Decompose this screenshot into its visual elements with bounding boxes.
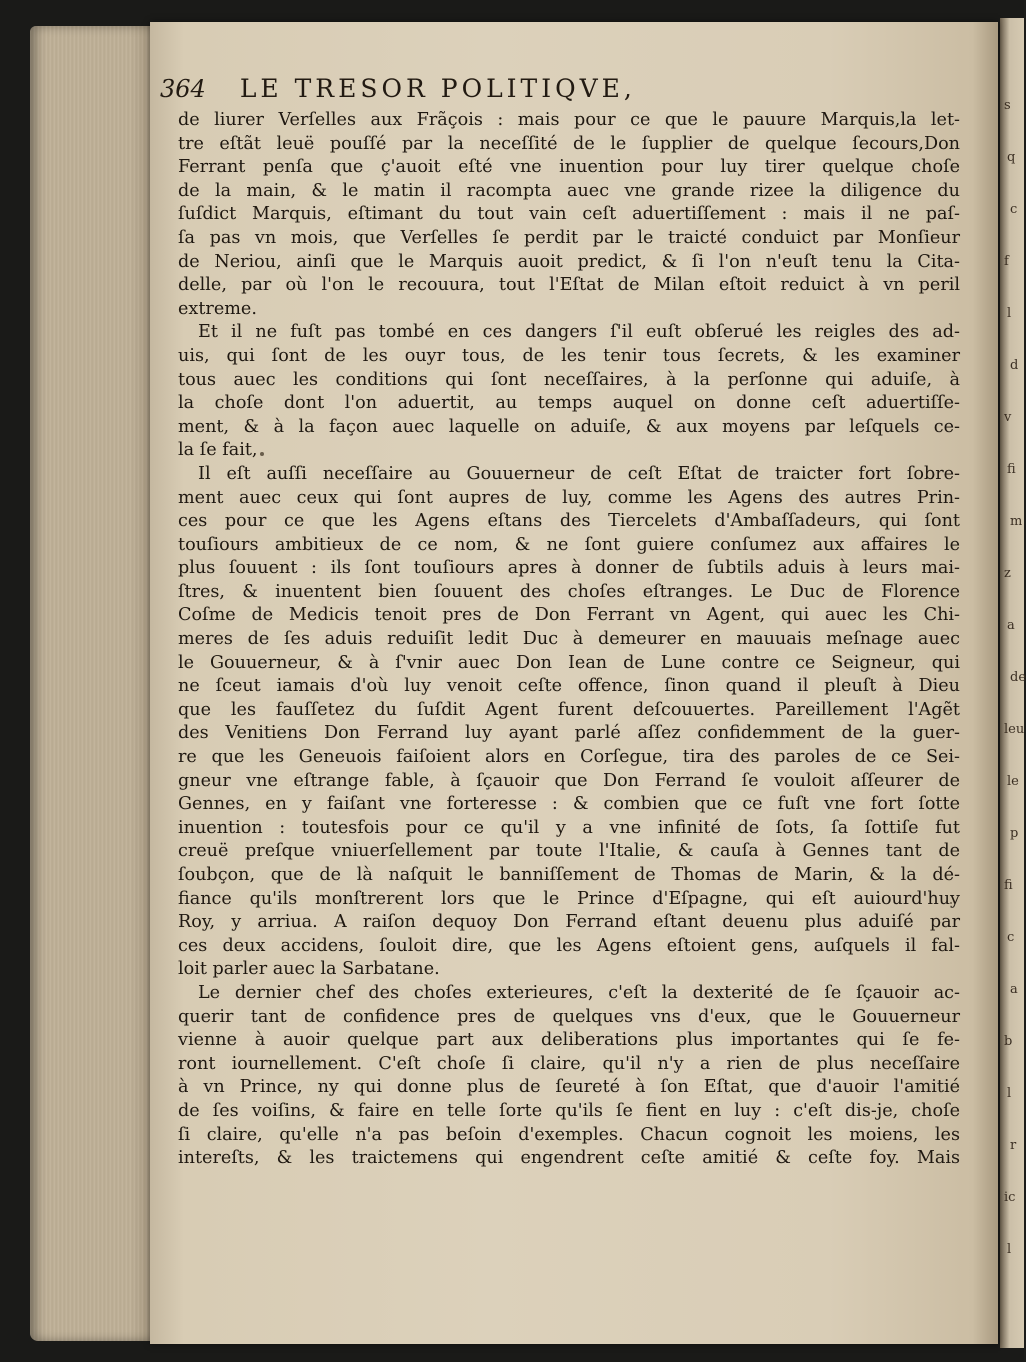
body-text (178, 109, 960, 1171)
facing-page-glyph: de (1010, 670, 1026, 685)
text-line: touſiours ambitieux de ce nom, & ne ſont guiere conſumez aux affaires le (178, 534, 960, 555)
text-line: des Venitiens Don Ferrand luy ayant parlé aſſez confidemment de la guer- (178, 723, 960, 744)
text-line: ſoubçon, que de là naſquit le banniſſement de Thomas de Marin, & la dé- (178, 865, 960, 885)
text-line: gneur vne eſtrange fable, à ſçauoir que Don Ferrand ſe vouloit aſſeurer de (178, 770, 960, 791)
text-line: fiance qu'ils monſtrerent lors que le Prince d'Eſpagne, qui eſt auiourd'huy (178, 888, 960, 909)
text-line: ront iournellement. C'eſt choſe ſi claire, qu'il n'y a rien de plus neceſſaire (178, 1053, 960, 1074)
facing-page-glyph: c (1007, 930, 1015, 945)
facing-page-glyph: a (1010, 982, 1018, 997)
facing-page-glyph: d (1010, 358, 1019, 373)
text-line: loit parler auec la Sarbatane. (178, 959, 440, 980)
text-line: delle, par où l'on le recouura, tout l'Eſtat de Milan eſtoit reduict à vn peril (178, 275, 960, 296)
text-line: querir tant de confidence pres de quelques vns d'eux, que le Gouuerneur (178, 1006, 960, 1027)
page-number: 364 (160, 75, 206, 103)
facing-page-glyph: z (1004, 566, 1011, 581)
text-line: ſi claire, qu'elle n'a pas beſoin d'exemples. Chacun cognoit les moiens, les (178, 1124, 960, 1145)
facing-page-glyph: ic (1004, 1190, 1016, 1205)
facing-page-glyph: q (1007, 150, 1016, 165)
text-line: tous auec les conditions qui ſont neceſſaires, à la perſonne qui aduiſe, à (178, 369, 960, 390)
text-line: la choſe dont l'on aduertit, au temps auquel on donne ceſt aduertiſſe- (178, 393, 960, 414)
facing-page-glyph: l (1007, 1242, 1012, 1257)
running-title: LE TRESOR POLITIQVE, (239, 74, 636, 103)
text-line: uis, qui ſont de les ouyr tous, de les tenir tous ſecrets, & les examiner (178, 345, 960, 366)
text-line: ne ſceut iamais d'où luy venoit ceſte offence, ſinon quand il pleuſt à Dieu (178, 676, 960, 697)
facing-page-glyph: m (1010, 514, 1023, 529)
facing-page-glyph: le (1007, 774, 1019, 789)
text-line: Il eſt auſſi neceſſaire au Gouuerneur de ceſt Eſtat de traicter fort ſobre- (198, 463, 960, 484)
facing-page-glyph: l (1007, 306, 1012, 321)
text-line: Ferrant penſa que ç'auoit eſté vne inuention pour luy tirer quelque choſe (178, 157, 960, 178)
text-line: intereſts, & les traictemens qui engendrent ceſte amitié & ceſte foy. Mais (178, 1148, 960, 1169)
facing-page-glyph: c (1010, 202, 1018, 217)
facing-page-glyph: leu (1004, 722, 1025, 737)
text-line: ſtres, & inuentent bien ſouuent des choſes eſtranges. Le Duc de Florence (178, 581, 960, 602)
text-line: extreme. (178, 298, 257, 319)
text-line: de la main, & le matin il racompta auec vne grande rizee la diligence du (178, 180, 960, 201)
text-line: que les fauſſetez du ſuſdit Agent furent deſcouuertes. Pareillement l'Agẽt (178, 699, 960, 720)
text-line: ces pour ce que les Agens eſtans des Tiercelets d'Ambaſſadeurs, qui ſont (178, 511, 960, 532)
text-line: ces deux accidens, ſouloit dire, que les Agens eſtoient gens, auſquels il fal- (178, 935, 960, 956)
facing-page-glyph: a (1007, 618, 1015, 633)
text-line: de Neriou, ainſi que le Marquis auoit predict, & ſi l'on n'euſt tenu la Cita- (178, 251, 960, 272)
text-line: Le dernier chef des choſes exterieures, c'eſt la dexterité de ſe ſçauoir ac- (198, 982, 960, 1003)
text-line: de liurer Verſelles aux Frãçois : mais pour ce que le pauure Marquis,la let- (178, 110, 960, 130)
text-line: ſuſdict Marquis, eſtimant du tout vain ceſt aduertiſſement : mais il ne paſ- (178, 204, 960, 225)
text-line: Et il ne fuſt pas tombé en ces dangers ſ'il euſt obſerué les reigles des ad- (198, 322, 960, 343)
text-line: Gennes, en y faiſant vne forteresse : & combien que ce fuſt vne fort ſotte (178, 794, 960, 815)
text-line: Coſme de Medicis tenoit pres de Don Ferrant vn Agent, qui auec les Chi- (178, 605, 960, 626)
text-line: la ſe fait, (178, 440, 258, 461)
facing-page-glyph: r (1010, 1138, 1017, 1153)
text-line: ment, & à la façon auec laquelle on aduiſe, & aux moyens par leſquels ce- (178, 416, 960, 437)
facing-page-glyph: p (1010, 826, 1019, 841)
facing-page-glyph: fi (1007, 462, 1016, 477)
text-line: de ſes voiſins, & faire en telle ſorte qu'ils ſe fient en luy : c'eſt dis-je, choſe (178, 1100, 960, 1121)
text-line: vienne à auoir quelque part aux deliberations plus importantes qui ſe fe- (178, 1030, 960, 1051)
text-line: tre eſtãt leuë pouſſé par la neceſſité de le ſupplier de quelque ſecours,Don (178, 133, 960, 154)
text-line: meres de ſes aduis reduiſit ledit Duc à demeurer en mauuais meſnage auec (178, 629, 960, 650)
text-line: plus ſouuent : ils ſont touſiours apres à donner de ſubtils aduis à leurs mai- (178, 558, 960, 579)
facing-page-edge (1000, 18, 1024, 1348)
facing-page-glyph: v (1004, 410, 1012, 425)
text-line: ſa pas vn mois, que Verſelles ſe perdit par le traicté conduict par Monſieur (178, 227, 960, 248)
facing-page-glyph: f (1004, 254, 1009, 269)
facing-page-glyph: l (1007, 1086, 1012, 1101)
text-line: le Gouuerneur, & à ſ'vnir auec Don Iean de Lune contre ce Seigneur, qui (178, 652, 960, 673)
facing-page-glyph: s (1004, 98, 1011, 113)
text-line: creuë preſque vniuerſellement par toute l'Italie, & cauſa à Gennes tant de (178, 841, 960, 862)
running-head (160, 74, 860, 103)
text-line: Roy, y arriua. A raiſon dequoy Don Ferrand eſtant deuenu plus aduiſé par (178, 912, 960, 933)
text-line: ment auec ceux qui ſont aupres de luy, comme les Agens des autres Prin- (178, 487, 960, 508)
text-line: inuention : toutesfois pour ce qu'il y a vne infinité de ſots, ſa ſottiſe fut (178, 817, 960, 838)
facing-page-glyph: b (1004, 1034, 1013, 1049)
text-line: à vn Prince, ny qui donne plus de ſeureté à ſon Eſtat, que d'auoir l'amitié (178, 1077, 960, 1098)
text-line: re que les Geneuois faiſoient alors en Corſegue, tira des paroles de ce Sei- (178, 747, 960, 768)
facing-page-glyph: fi (1004, 878, 1013, 893)
book-page-edges (30, 26, 160, 1341)
